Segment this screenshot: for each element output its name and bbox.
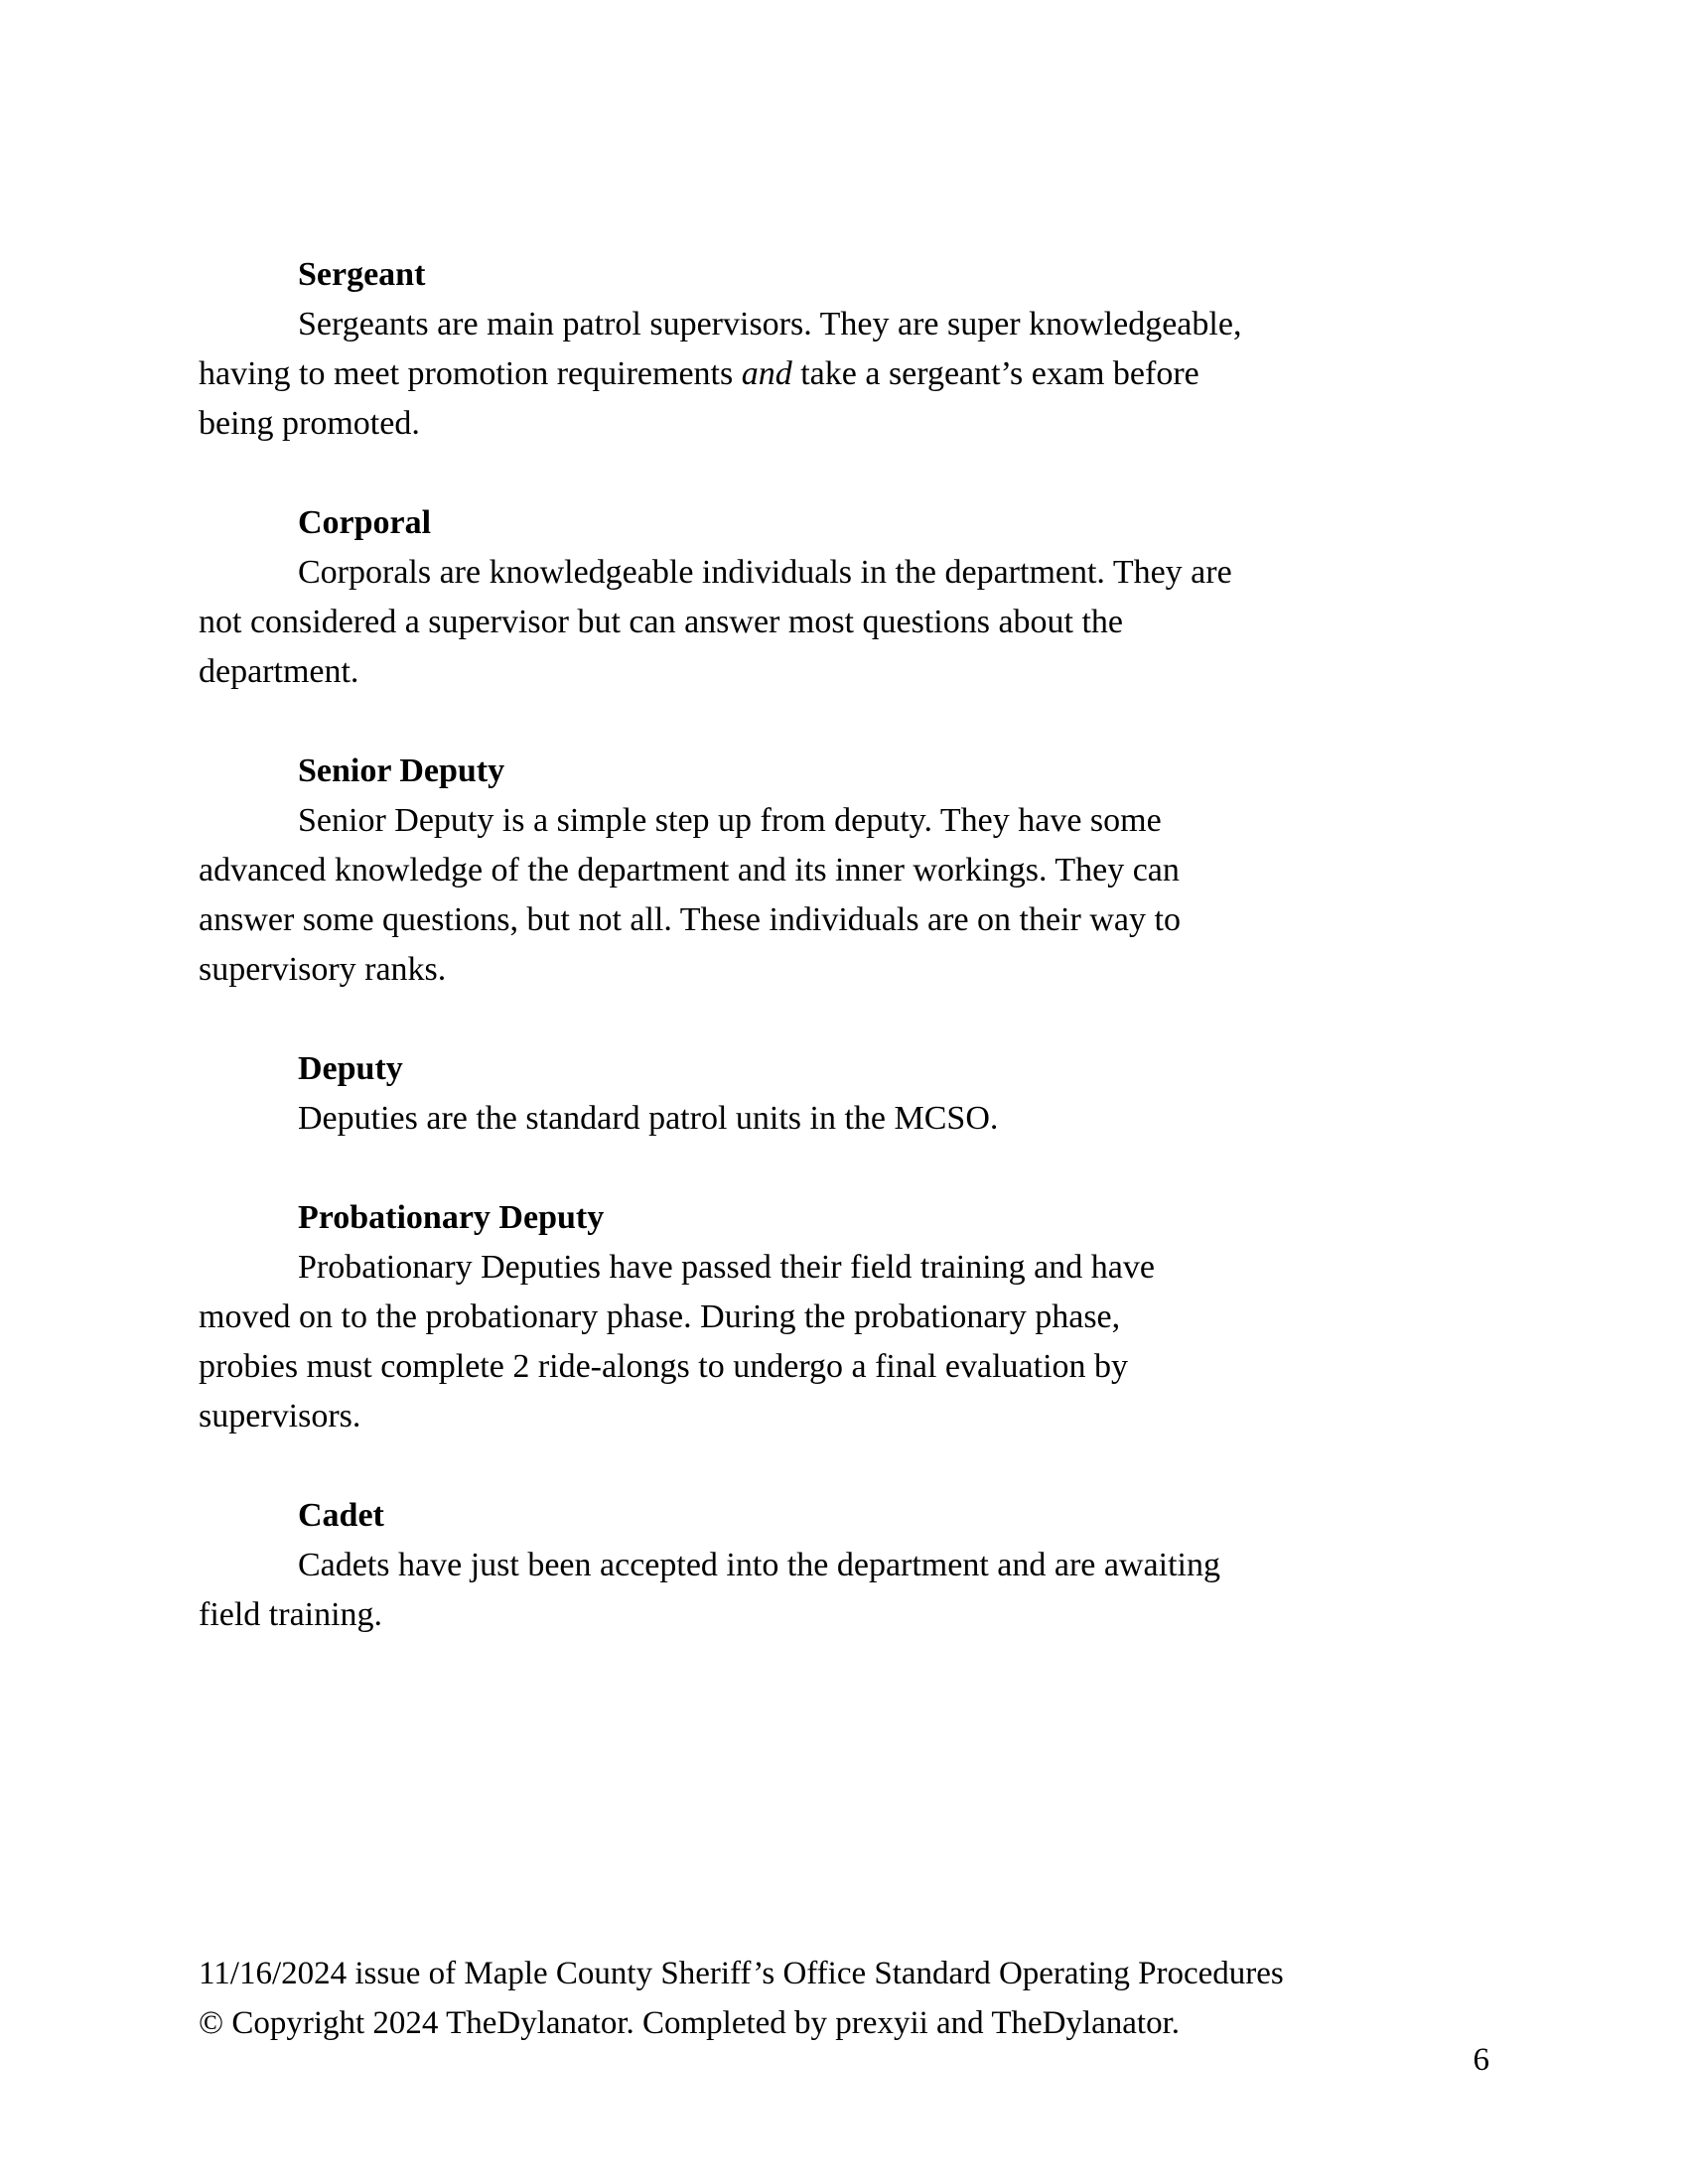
body-line: not considered a supervisor but can answer most questions about the — [199, 604, 1124, 640]
footer-issue-line: 11/16/2024 issue of Maple County Sheriff’s Office Standard Operating Procedures — [199, 1956, 1284, 1991]
body-line: field training. — [199, 1596, 383, 1633]
section-heading: Deputy — [298, 1050, 403, 1087]
body-line: moved on to the probationary phase. During the probationary phase, — [199, 1298, 1121, 1335]
section-senior-deputy — [199, 747, 1489, 995]
section-deputy — [199, 1044, 1489, 1144]
body-line: supervisors. — [199, 1398, 361, 1434]
document-body — [199, 250, 1489, 1690]
body-line: answer some questions, but not all. These individuals are on their way to — [199, 901, 1181, 938]
body-line: supervisory ranks. — [199, 951, 447, 988]
footer-copyright-line: © Copyright 2024 TheDylanator. Completed by prexyii and TheDylanator. — [199, 2005, 1181, 2041]
body-line: department. — [199, 653, 359, 690]
page-footer — [199, 1949, 1489, 2048]
body-line: Senior Deputy is a simple step up from deputy. They have some — [298, 802, 1162, 839]
section-heading: Cadet — [298, 1497, 384, 1534]
section-corporal — [199, 498, 1489, 697]
body-line: being promoted. — [199, 405, 420, 442]
body-line: Sergeants are main patrol supervisors. They are super knowledgeable, — [298, 306, 1242, 342]
section-probationary-deputy — [199, 1193, 1489, 1441]
body-line: advanced knowledge of the department and its inner workings. They can — [199, 852, 1180, 888]
body-line: Probationary Deputies have passed their field training and have — [298, 1249, 1155, 1286]
body-line: Cadets have just been accepted into the department and are awaiting — [298, 1547, 1220, 1583]
page-number: 6 — [1473, 2042, 1489, 2078]
section-heading: Corporal — [298, 504, 432, 541]
section-sergeant — [199, 250, 1489, 449]
body-line: probies must complete 2 ride-alongs to undergo a final evaluation by — [199, 1348, 1129, 1385]
body-line: Deputies are the standard patrol units in the MCSO. — [298, 1100, 999, 1137]
section-heading: Probationary Deputy — [298, 1199, 605, 1236]
section-cadet — [199, 1491, 1489, 1640]
body-line: Corporals are knowledgeable individuals in the department. They are — [298, 554, 1232, 591]
section-heading: Sergeant — [298, 256, 426, 293]
body-text-segment: having to meet promotion requirements — [199, 355, 742, 392]
emphasized-word: and — [741, 355, 792, 392]
section-heading: Senior Deputy — [298, 752, 505, 789]
body-text-segment: take a sergeant’s exam before — [791, 355, 1199, 392]
body-line — [199, 349, 1489, 399]
